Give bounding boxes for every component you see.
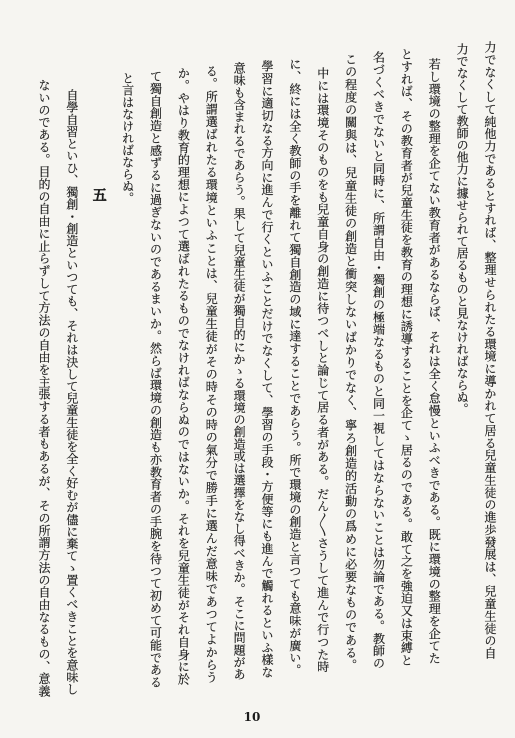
- text-line: に、終には全く教師の手を離れて獨自創造の域に達することであらう。所で環境の創造と言つても意味が廣い。: [287, 57, 302, 676]
- text-line: 自學自習といひ、獨創・創造といつても、それは決して兒童生徒を全く好むが儘に棄てゝ置くべきことを意味し: [64, 88, 79, 695]
- text-line: 中には環境そのものをも兒童自身の創造に待つべしと論じて居る者がある。だん〳〵さうして進んで行つた時: [315, 67, 330, 674]
- text-line: とすれば、その教育者が兒童生徒を教育の理想に誘導することを企てゝ居るのである。敢て之を強迫又は束縛と: [399, 48, 414, 667]
- text-line: 意味も含まれるであらう。果して兒童生徒が獨自的にかゝる環境の創造或は選擇をなし得べきか。そこに問題があ: [232, 62, 247, 681]
- text-line: か。やはり教育的理想によつて選ばれたるものでなければならぬのではないか。それを兒童生徒がそれ自身に於: [176, 67, 191, 686]
- text-line: 力でなくして純他力であるとすれば、整理せられたる環境に導かれて居る兒童生徒の進歩發展は、兒童生徒の自: [483, 41, 497, 659]
- text-line: と言はなければならぬ。: [120, 71, 135, 204]
- text-line: 學習に適切なる方向に進んで行くといふことだけでなくして、學習の手段・方便等にも進んで觸れるといふ樣な: [260, 60, 274, 678]
- text-line: ないのである。目的の自由に止らずして方法の自由を主張する者もあるが、その所謂方法の自由なるもの、意義: [37, 79, 51, 697]
- text-line: この程度の關與は、兒童生徒の創造と衝突しないばかりでなく、寧ろ創造的活動の爲めに必要なものである。: [343, 52, 358, 671]
- text-line: 名づくべきでないと同時に、所謂自由・獨創の極端なるものと同一視してはならないことは勿論である。教師の: [371, 50, 386, 669]
- text-line: 力でなくして教師の他力に據せられて居るものと見なければならぬ。: [455, 43, 470, 416]
- page-number: 10: [243, 710, 261, 724]
- text-line: 若し環境の整理を企てない教育者があるならば、それは全く怠慢といふべきである。既に環境の整理を企てた: [427, 57, 442, 664]
- text-line: る。所謂選ばれたる環境といふことは、兒童生徒がその時その時の氣分で勝手に選んだ意味であつてよからう: [204, 64, 219, 683]
- text-line: て獨自創造と感ずるに過ぎないのであるまいか。然らば環境の創造も亦教育者の手腕を待つて初めて可能である: [148, 69, 163, 688]
- section-number: 五: [92, 188, 107, 204]
